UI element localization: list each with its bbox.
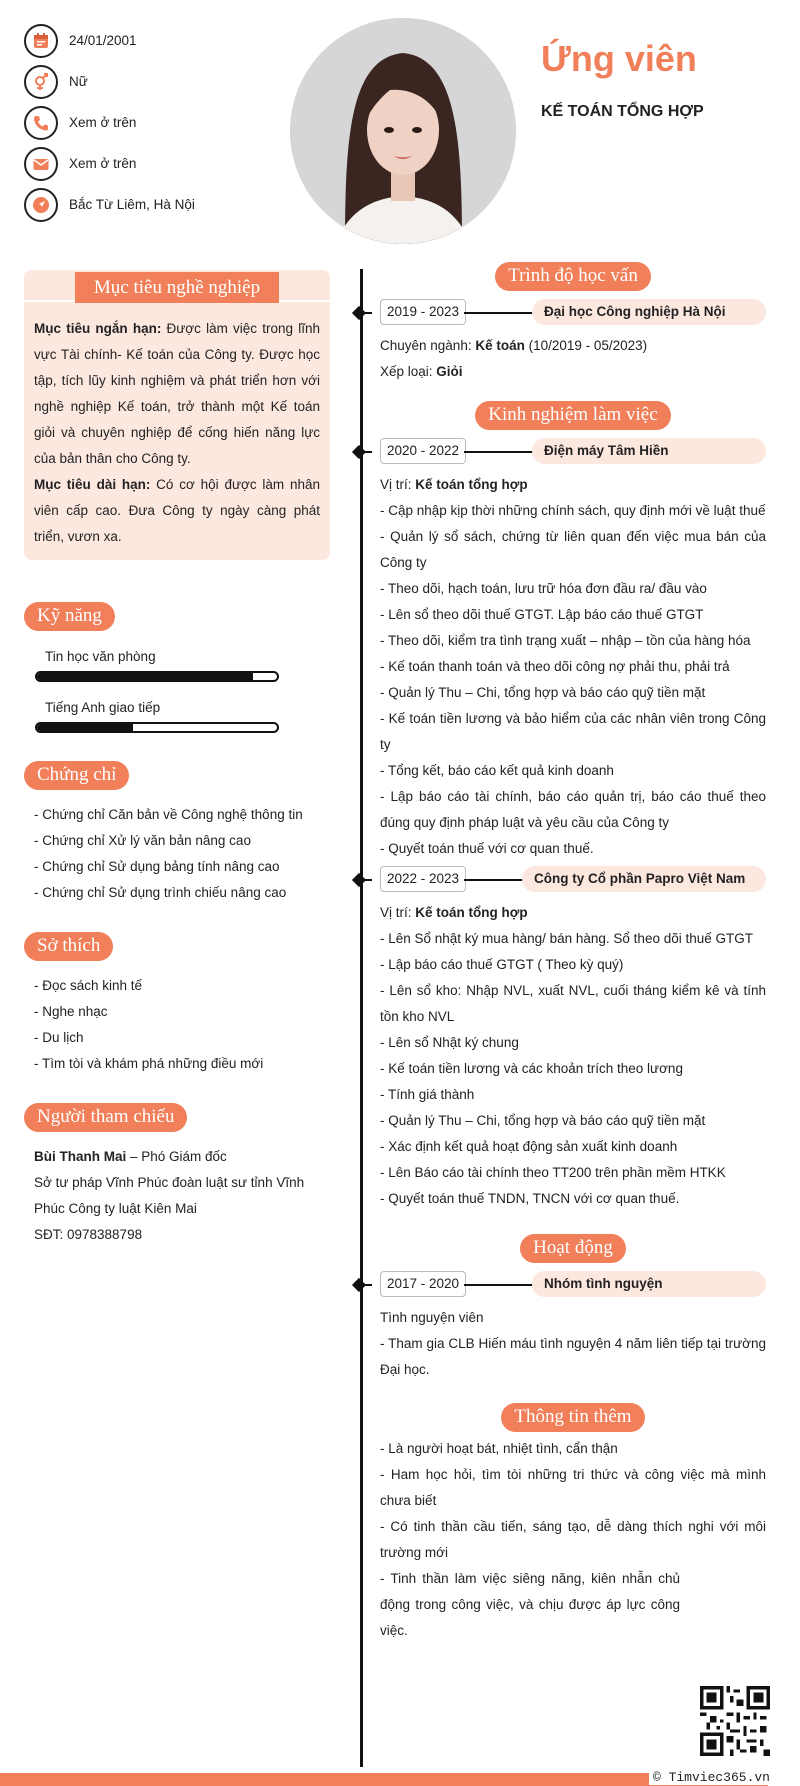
reference-name: Bùi Thanh Mai [34, 1149, 127, 1164]
timeline-dash [360, 1284, 372, 1286]
job-duty: - Quản lý Thu – Chi, tổng hợp và báo cáo quỹ tiền mặt [380, 1113, 706, 1128]
long-goal-text: Có cơ hội được làm nhân viên cấp cao. Đưa Công ty ngày càng phát triển, vươn xa. [34, 477, 320, 544]
role-label: Vị trí: [380, 477, 416, 492]
certificate-item: - Chứng chỉ Sử dụng bảng tính nâng cao [34, 859, 280, 874]
activities-title: Hoạt động [520, 1234, 626, 1263]
job-duty: - Lên sổ Nhật ký chung [380, 1035, 519, 1050]
major-value: Kế toán [475, 338, 525, 353]
job-duty: - Tổng kết, báo cáo kết quả kinh doanh [380, 763, 614, 778]
rank-label: Xếp loại: [380, 364, 437, 379]
job-body [380, 472, 766, 862]
education-major [380, 333, 766, 359]
entry-connector [464, 1284, 534, 1286]
footer-brand: © Timviec365.vn [649, 1770, 774, 1785]
job-date: 2022 - 2023 [380, 866, 466, 892]
short-goal-text: Được làm việc trong lĩnh vực Tài chính- Kế toán của Công ty. Được học tập, tích lũy kinh nghiệm và phát triển hơn với nghề nghiệp Kế toán, trở thành một Kế toán giỏi và chuyên nghiệp để cống hiến năng lực của bản thân cho Công ty. [34, 321, 320, 466]
reference-role: – Phó Giám đốc [126, 1149, 227, 1164]
mail-icon [24, 147, 58, 181]
activity-entry-head [380, 1271, 766, 1299]
job-duty: - Quyết toán thuế TNDN, TNCN với cơ quan thuế. [380, 1191, 680, 1206]
phone-text: Xem ở trên [69, 115, 137, 130]
contact-dob [24, 20, 284, 61]
timeline-dash [360, 451, 372, 453]
certificate-item: - Chứng chỉ Xử lý văn bản nâng cao [34, 833, 251, 848]
role-value: Kế toán tổng hợp [415, 477, 528, 492]
timeline-line [360, 269, 363, 1767]
hobby-item: - Đọc sách kinh tế [34, 978, 143, 993]
dob-text: 24/01/2001 [69, 33, 137, 48]
job-duty: - Kế toán tiền lương và các khoản trích theo lương [380, 1061, 683, 1076]
skill-name: Tin học văn phòng [45, 649, 156, 664]
major-period: (10/2019 - 05/2023) [524, 338, 648, 353]
skills-section [24, 602, 330, 733]
certificates-section [24, 761, 330, 906]
job-duty: - Lên sổ kho: Nhập NVL, xuất NVL, cuối tháng kiểm kê và tính tồn kho NVL [380, 983, 766, 1024]
activity-org: Nhóm tình nguyện [532, 1271, 766, 1297]
job-duty: - Tính giá thành [380, 1087, 475, 1102]
skill-bar [35, 722, 279, 733]
reference-phone: SĐT: 0978388798 [34, 1227, 143, 1242]
job-duty: - Theo dõi, hạch toán, lưu trữ hóa đơn đầu ra/ đầu vào [380, 581, 707, 596]
job-duty: - Lên Báo cáo tài chính theo TT200 trên phần mềm HTKK [380, 1165, 726, 1180]
extra-title: Thông tin thêm [501, 1403, 644, 1432]
skill-name: Tiếng Anh giao tiếp [45, 700, 161, 715]
role-label: Vị trí: [380, 905, 416, 920]
hobbies-section [24, 932, 330, 1077]
reference-org: Sở tư pháp Vĩnh Phúc đoàn luật sư tỉnh Vĩnh Phúc Công ty luật Kiên Mai [34, 1175, 305, 1216]
skill-bar-fill [37, 724, 133, 731]
job-date: 2020 - 2022 [380, 438, 466, 464]
education-school: Đại học Công nghiệp Hà Nội [532, 299, 766, 325]
activity-date: 2017 - 2020 [380, 1271, 466, 1297]
extra-body [380, 1436, 766, 1644]
career-goals [24, 270, 330, 560]
job-duty: - Quản lý sổ sách, chứng từ liên quan đến việc mua bán của Công ty [380, 529, 766, 570]
rank-value: Giỏi [436, 364, 463, 379]
skill-item [24, 649, 330, 682]
short-goal-label: Mục tiêu ngắn hạn: [34, 321, 162, 336]
experience-title: Kinh nghiệm làm việc [475, 401, 670, 430]
extra-item: - Là người hoạt bát, nhiệt tình, cẩn thận [380, 1441, 618, 1456]
candidate-position: KẾ TOÁN TỔNG HỢP [541, 103, 704, 120]
skill-bar-fill [37, 673, 253, 680]
references-title: Người tham chiếu [24, 1103, 187, 1132]
job-duty: - Lập báo cáo thuế GTGT ( Theo kỳ quý) [380, 957, 624, 972]
major-label: Chuyên ngành: [380, 338, 476, 353]
job-duty: - Theo dõi, kiểm tra tình trạng xuất – nhập – tồn của hàng hóa [380, 633, 751, 648]
candidate-name: Ứng viên [541, 38, 697, 79]
hobby-item: - Du lịch [34, 1030, 84, 1045]
address-text: Bắc Từ Liêm, Hà Nội [69, 197, 195, 212]
job-duty: - Lên Sổ nhật ký mua hàng/ bán hàng. Sổ theo dõi thuế GTGT [380, 931, 753, 946]
job-duty: - Quyết toán thuế với cơ quan thuế. [380, 841, 594, 856]
contact-email [24, 143, 284, 184]
job-duty: - Kế toán tiền lương và bảo hiểm của các nhân viên trong Công ty [380, 711, 766, 752]
goals-title: Mục tiêu nghề nghiệp [75, 272, 279, 303]
activity-body [380, 1305, 766, 1383]
activity-role: Tình nguyện viên [380, 1310, 484, 1325]
extra-item: - Có tinh thần cầu tiến, sáng tạo, dễ dàng thích nghi với môi trường mới [380, 1519, 766, 1560]
gender-icon [24, 65, 58, 99]
education-title: Trình độ học vấn [495, 262, 651, 291]
timeline-dash [360, 879, 372, 881]
certificates-title: Chứng chỉ [24, 761, 129, 790]
right-column [380, 262, 766, 1644]
job-company: Điện máy Tâm Hiền [532, 438, 766, 464]
activity-detail: - Tham gia CLB Hiến máu tình nguyện 4 năm liên tiếp tại trường Đại học. [380, 1336, 766, 1377]
contact-info [24, 20, 284, 225]
avatar [290, 18, 516, 244]
phone-icon [24, 106, 58, 140]
hobby-item: - Tìm tòi và khám phá những điều mới [34, 1056, 264, 1071]
calendar-icon [24, 24, 58, 58]
job-company: Công ty Cổ phần Papro Việt Nam [522, 866, 766, 892]
references-section [24, 1103, 330, 1248]
skills-title: Kỹ năng [24, 602, 115, 631]
extra-item: - Tinh thần làm việc siêng năng, kiên nhẫn chủ động trong công việc, và chịu được áp lực công việc. [380, 1571, 680, 1638]
qr-code [700, 1686, 770, 1756]
education-rank [380, 359, 766, 385]
skill-item [24, 700, 330, 733]
role-value: Kế toán tổng hợp [415, 905, 528, 920]
job-role [380, 472, 766, 498]
contact-address [24, 184, 284, 225]
hobbies-title: Sở thích [24, 932, 113, 961]
education-date: 2019 - 2023 [380, 299, 466, 325]
entry-connector [464, 312, 534, 314]
job-duty: - Kế toán thanh toán và theo dõi công nợ phải thu, phải trả [380, 659, 730, 674]
certificate-item: - Chứng chỉ Sử dụng trình chiếu nâng cao [34, 885, 287, 900]
entry-connector [464, 879, 524, 881]
extra-item: - Ham học hỏi, tìm tòi những tri thức và công việc mà mình chưa biết [380, 1467, 766, 1508]
job-entry-head [380, 866, 766, 894]
education-entry-head [380, 299, 766, 327]
job-duty: - Lập báo cáo tài chính, báo cáo quản trị, báo cáo thuế theo đúng quy định pháp luật và yêu cầu của Công ty [380, 789, 766, 830]
reference-person [34, 1144, 330, 1170]
job-duty: - Lên sổ theo dõi thuế GTGT. Lập báo cáo thuế GTGT [380, 607, 704, 622]
email-text: Xem ở trên [69, 156, 137, 171]
short-goal [34, 316, 320, 472]
job-role [380, 900, 766, 926]
skill-bar [35, 671, 279, 682]
long-goal [34, 472, 320, 550]
contact-phone [24, 102, 284, 143]
entry-connector [464, 451, 534, 453]
hobby-item: - Nghe nhạc [34, 1004, 108, 1019]
education-body [380, 333, 766, 385]
timeline-dash [360, 312, 372, 314]
gender-text: Nữ [69, 74, 88, 89]
certificate-item: - Chứng chỉ Căn bản về Công nghệ thông tin [34, 807, 303, 822]
job-duty: - Xác định kết quả hoạt động sản xuất kinh doanh [380, 1139, 678, 1154]
left-column [24, 270, 330, 1248]
job-duty: - Quản lý Thu – Chi, tổng hợp và báo cáo quỹ tiền mặt [380, 685, 706, 700]
location-icon [24, 188, 58, 222]
long-goal-label: Mục tiêu dài hạn: [34, 477, 151, 492]
job-entry-head [380, 438, 766, 466]
contact-gender [24, 61, 284, 102]
job-body [380, 900, 766, 1212]
job-duty: - Cập nhập kịp thời những chính sách, quy định mới về luật thuế [380, 503, 766, 518]
